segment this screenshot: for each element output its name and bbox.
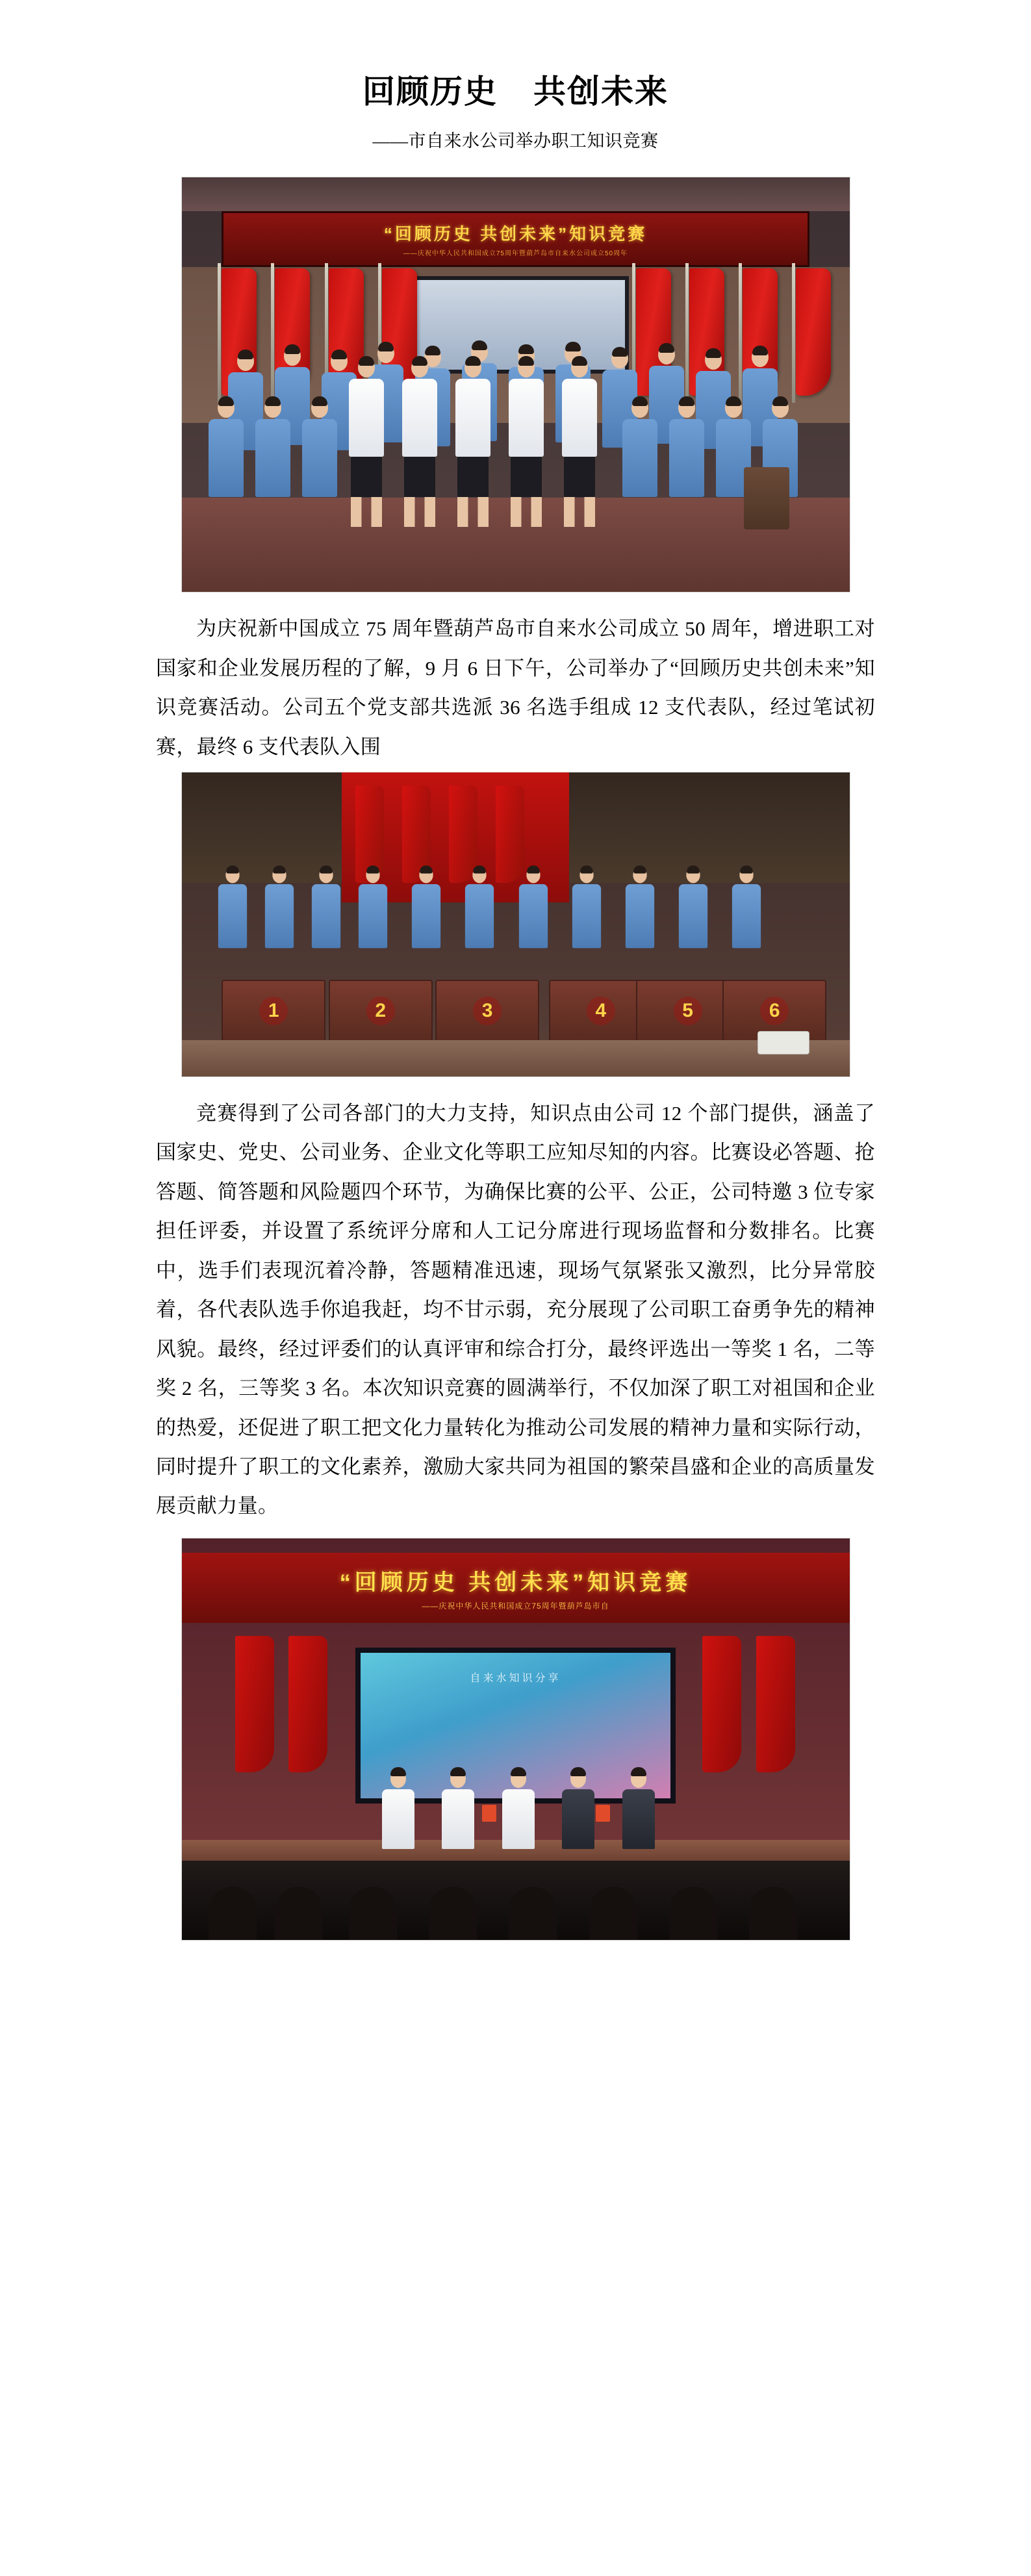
person-figure [562,358,597,527]
person-figure [349,358,384,527]
person-figure [518,867,547,949]
photo1-lectern [744,467,789,529]
person-figure [442,1770,474,1849]
photo3-screen-text: 自来水知识分享 [470,1672,561,1684]
person-figure [402,358,437,527]
photo1-led-banner [222,211,809,267]
person-figure [218,867,247,949]
photo-contest-desks [181,772,850,1077]
contest-desk [222,980,325,1041]
person-figure [455,358,490,527]
person-figure [732,867,761,949]
audience-head [589,1887,637,1940]
page-title-part2: 共创未来 [533,73,668,110]
page-title [156,71,875,112]
certificate-icon [482,1805,496,1822]
body-paragraph-1: 为庆祝新中国成立 75 周年暨葫芦岛市自来水公司成立 50 周年，增进职工对国家和企业发展历程的了解，9 月 6 日下午，公司举办了“回顾历史共创未来”知识竞赛活动。公司五个党支部共选派 36 名选手组成 12 支代表队，经过笔试初赛，最终 6 支代表队入围 [156,617,875,758]
person-figure [669,398,704,497]
photo3-frame [181,1538,850,1941]
photo2-contestants-row [182,869,850,953]
photo2-projector [757,1031,809,1054]
person-figure [255,398,290,497]
photo3-audience [182,1861,850,1940]
page-subtitle: ——市自来水公司举办职工知识竞赛 [372,131,659,151]
audience-head [275,1887,323,1940]
photo1-led-banner-sub: ——庆祝中华人民共和国成立75周年暨葫芦岛市自来水公司成立50周年 [403,250,628,258]
certificate-icon [596,1805,610,1822]
person-figure [562,1770,594,1849]
audience-head [749,1887,797,1940]
photo1-led-banner-main: “回顾历史 共创未来”知识竞赛 [383,224,648,244]
desk-number: 5 [674,997,702,1025]
flag-icon [702,1636,741,1772]
photo3-led-banner-sub: ——庆祝中华人民共和国成立75周年暨葫芦岛市自 [422,1601,609,1611]
photo2-frame [181,772,850,1077]
desk-number: 2 [366,997,395,1025]
person-figure [502,1770,535,1849]
audience-head [209,1887,257,1940]
flag-icon [756,1636,795,1772]
person-figure [265,867,294,949]
flag-icon [235,1636,274,1772]
photo-award-ceremony [181,1538,850,1941]
person-figure [509,358,544,527]
person-figure [465,867,494,949]
person-figure [572,867,601,949]
person-figure [209,398,244,497]
body-paragraph-2: 竞赛得到了公司各部门的大力支持，知识点由公司 12 个部门提供，涵盖了国家史、党史、公司业务、企业文化等职工应知尽知的内容。比赛设必答题、抢答题、简答题和风险题四个环节，为确保比赛的公平、公正，公司特邀 3 位专家担任评委，并设置了系统评分席和人工记分席进行现场监督和分数排名。比赛中，选手们表现沉着冷静，答题精准迅速，现场气氛紧张又激烈，比分异常胶着，各代表队选手你追我赶，均不甘示弱，充分展现了公司职工奋勇争先的精神风貌。最终，经过评委们的认真评审和综合打分，最终评选出一等奖 1 名，二等奖 2 名，三等奖 3 名。本次知识竞赛的圆满举行，不仅加深了职工对祖国和企业的热爱，还促进了职工把文化力量转化为推动公司发展的精神力量和实际行动，同时提升了职工的文化素养，激励大家共同为祖国的繁荣昌盛和企业的高质量发展贡献力量。 [156,1102,875,1518]
person-figure [312,867,340,949]
photo-group-ceremony [181,177,850,593]
flag-icon [288,1636,327,1772]
person-figure [412,867,440,949]
desk-number: 3 [473,997,502,1025]
contest-desk [329,980,433,1041]
photo1-frame [181,177,850,593]
photo1-ceiling [182,177,850,211]
contest-desk [435,980,539,1041]
person-figure [679,867,707,949]
desk-number: 1 [259,997,288,1025]
photo2-floor [182,1040,850,1077]
person-figure [622,1770,655,1849]
person-figure [622,398,657,497]
person-figure [359,867,387,949]
audience-head [509,1887,557,1940]
page-title-part1: 回顾历史 [363,73,498,110]
photo3-led-banner [182,1553,850,1623]
person-figure [382,1770,414,1849]
photo3-led-banner-main: “回顾历史 共创未来”知识竞赛 [339,1570,692,1595]
person-figure [626,867,654,949]
desk-number: 4 [587,997,615,1025]
audience-head [669,1887,717,1940]
person-figure [302,398,337,497]
audience-head [349,1887,397,1940]
desk-number: 6 [760,997,789,1025]
audience-head [429,1887,477,1940]
